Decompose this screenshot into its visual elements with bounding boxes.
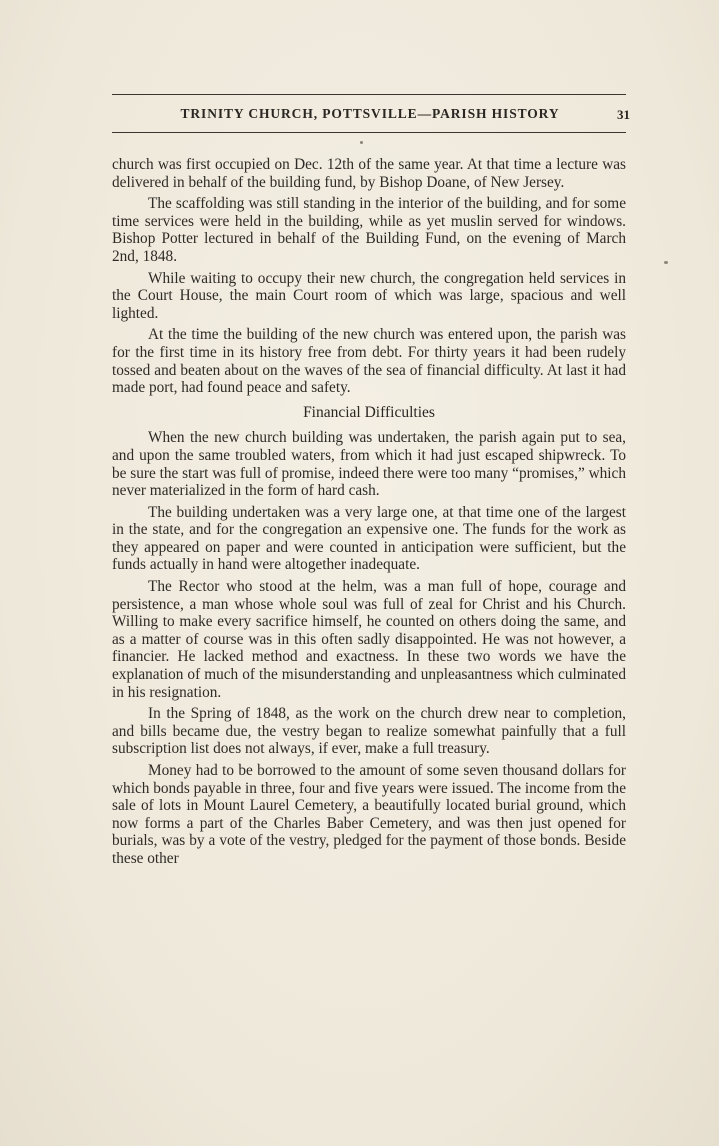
paper-speck bbox=[664, 261, 668, 264]
paragraph: The Rector who stood at the helm, was a man full of hope, courage and persistence, a man whose whole soul was full of zeal for Christ and his Church. Willing to make every sacrifice himself, he counted on others doing the same, and as a matter of course was in this often sadly disappointed. He was not however, a financier. He lacked method and exactness. In these two words we have the explanation of much of the misunderstanding and unpleasantness which culminated in his resignation. bbox=[112, 578, 626, 701]
paragraph: church was first occupied on Dec. 12th of the same year. At that time a lecture was delivered in behalf of the building fund, by Bishop Doane, of New Jersey. bbox=[112, 156, 626, 191]
paragraph: At the time the building of the new church was entered upon, the parish was for the first time in its history free from debt. For thirty years it had been rudely tossed and beaten about on the waves of the sea of financial difficulty. At last it had made port, had found peace and safety. bbox=[112, 326, 626, 397]
page-body bbox=[112, 156, 626, 872]
paragraph: Money had to be borrowed to the amount of some seven thousand dollars for which bonds payable in three, four and five years were issued. The income from the sale of lots in Mount Laurel Cemetery, a beautifully located burial ground, which now forms a part of the Charles Baber Cemetery, and was then just opened for burials, was by a vote of the vestry, pledged for the payment of those bonds. Beside these other bbox=[112, 762, 626, 867]
paragraph: The building undertaken was a very large one, at that time one of the largest in the state, and for the congregation an expensive one. The funds for the work as they appeared on paper and were counted in anticipation were sufficient, but the funds actually in hand were altogether inadequate. bbox=[112, 503, 626, 574]
paragraph: When the new church building was undertaken, the parish again put to sea, and upon the same troubled waters, from which it had just escaped shipwreck. To be sure the start was full of promise, indeed there were too many “promises,” which never materialized in the form of hard cash. bbox=[112, 429, 626, 500]
paragraph: In the Spring of 1848, as the work on the church drew near to completion, and bills became due, the vestry began to realize somewhat painfully that a full subscription list does not always, if ever, make a full treasury. bbox=[112, 705, 626, 758]
page-number: 31 bbox=[617, 107, 630, 122]
paragraph: While waiting to occupy their new church, the congregation held services in the Court House, the main Court room of which was large, spacious and well lighted. bbox=[112, 269, 626, 322]
running-header-title: TRINITY CHURCH, POTTSVILLE—PARISH HISTORY bbox=[180, 106, 560, 121]
header-rule-top bbox=[112, 94, 626, 95]
header-rule-bottom bbox=[112, 132, 626, 133]
paragraph: The scaffolding was still standing in the interior of the building, and for some time services were held in the building, while as yet muslin served for windows. Bishop Potter lectured in behalf of the Building Fund, on the evening of March 2nd, 1848. bbox=[112, 195, 626, 265]
paper-speck bbox=[360, 141, 363, 144]
section-heading: Financial Difficulties bbox=[303, 403, 435, 421]
